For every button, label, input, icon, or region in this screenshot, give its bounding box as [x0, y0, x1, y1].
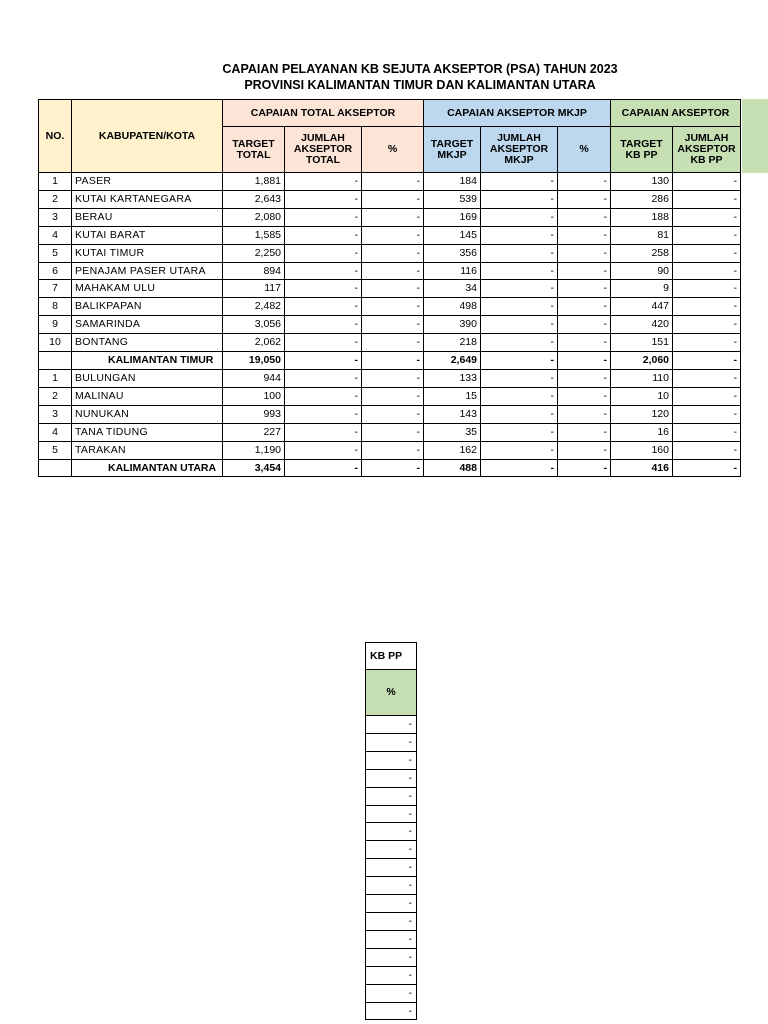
cell-target-total: 19,050: [223, 352, 285, 370]
table-row: [39, 334, 741, 352]
header-group-kbpp: CAPAIAN AKSEPTOR: [611, 100, 741, 127]
cell-pct-kbpp: -: [366, 841, 417, 859]
cell-jumlah-total: -: [285, 352, 362, 370]
cell-pct-total: -: [362, 226, 424, 244]
cell-target-mkjp: 143: [424, 405, 481, 423]
cell-no: 3: [39, 405, 72, 423]
cell-target-mkjp: 390: [424, 316, 481, 334]
cell-pct-kbpp: -: [366, 769, 417, 787]
cell-target-mkjp: 116: [424, 262, 481, 280]
cell-target-total: 1,881: [223, 173, 285, 191]
cell-jumlah-total: -: [285, 173, 362, 191]
cell-target-mkjp: 356: [424, 244, 481, 262]
cell-jumlah-mkjp: -: [481, 262, 558, 280]
cell-pct-mkjp: -: [558, 423, 611, 441]
header-jumlah-mkjp: JUMLAH AKSEPTOR MKJP: [481, 127, 558, 173]
cell-pct-kbpp: -: [366, 930, 417, 948]
cell-jumlah-total: -: [285, 244, 362, 262]
header-pct-total: %: [362, 127, 424, 173]
cell-jumlah-mkjp: -: [481, 441, 558, 459]
cell-target-total: 993: [223, 405, 285, 423]
cell-pct-mkjp: -: [558, 208, 611, 226]
table-row: [366, 823, 417, 841]
cell-pct-mkjp: -: [558, 459, 611, 477]
cell-target-total: 2,250: [223, 244, 285, 262]
cell-target-total: 2,643: [223, 190, 285, 208]
cell-jumlah-total: -: [285, 190, 362, 208]
cell-pct-mkjp: -: [558, 441, 611, 459]
table-row: [39, 173, 741, 191]
cell-pct-kbpp: -: [366, 733, 417, 751]
header-jumlah-kbpp: JUMLAH AKSEPTOR KB PP: [673, 127, 741, 173]
cell-pct-kbpp: -: [366, 948, 417, 966]
table-row: [39, 244, 741, 262]
cell-pct-total: -: [362, 280, 424, 298]
subtotal-row: [39, 459, 741, 477]
table-row: [366, 751, 417, 769]
cell-jumlah-total: -: [285, 280, 362, 298]
table-row: [366, 966, 417, 984]
cell-pct-mkjp: -: [558, 369, 611, 387]
header-jumlah-total: JUMLAH AKSEPTOR TOTAL: [285, 127, 362, 173]
subtotal-row: [39, 352, 741, 370]
cell-target-kbpp: 16: [611, 423, 673, 441]
cell-jumlah-kbpp: -: [673, 369, 741, 387]
cell-name: MAHAKAM ULU: [72, 280, 223, 298]
cell-target-mkjp: 15: [424, 387, 481, 405]
cell-jumlah-total: -: [285, 369, 362, 387]
cell-pct-mkjp: -: [558, 387, 611, 405]
cell-pct-total: -: [362, 459, 424, 477]
table-row: [366, 1002, 417, 1020]
table-row: [39, 280, 741, 298]
table-row: [366, 948, 417, 966]
cell-jumlah-mkjp: -: [481, 352, 558, 370]
cell-target-total: 117: [223, 280, 285, 298]
cell-target-kbpp: 258: [611, 244, 673, 262]
cell-jumlah-kbpp: -: [673, 173, 741, 191]
table-row: [39, 441, 741, 459]
cell-pct-mkjp: -: [558, 298, 611, 316]
cell-no: 1: [39, 369, 72, 387]
cell-jumlah-mkjp: -: [481, 405, 558, 423]
table-row: [366, 733, 417, 751]
cell-name: BALIKPAPAN: [72, 298, 223, 316]
cell-pct-kbpp: -: [366, 895, 417, 913]
cell-target-mkjp: 162: [424, 441, 481, 459]
cell-jumlah-kbpp: -: [673, 190, 741, 208]
cell-target-kbpp: 10: [611, 387, 673, 405]
cell-target-total: 1,190: [223, 441, 285, 459]
cell-name: PENAJAM PASER UTARA: [72, 262, 223, 280]
table-row: [366, 716, 417, 734]
header-group-mkjp: CAPAIAN AKSEPTOR MKJP: [424, 100, 611, 127]
header-target-kbpp: TARGET KB PP: [611, 127, 673, 173]
table-row: [39, 298, 741, 316]
cell-target-kbpp: 188: [611, 208, 673, 226]
cell-jumlah-mkjp: -: [481, 244, 558, 262]
cell-pct-kbpp: -: [366, 787, 417, 805]
cell-jumlah-mkjp: -: [481, 208, 558, 226]
cell-no: [39, 459, 72, 477]
cell-target-kbpp: 151: [611, 334, 673, 352]
cell-jumlah-mkjp: -: [481, 173, 558, 191]
cell-no: 2: [39, 387, 72, 405]
cell-jumlah-mkjp: -: [481, 226, 558, 244]
cell-no: 6: [39, 262, 72, 280]
header-no: NO.: [39, 100, 72, 173]
cell-pct-total: -: [362, 352, 424, 370]
cell-target-kbpp: 2,060: [611, 352, 673, 370]
cell-no: 7: [39, 280, 72, 298]
cell-target-mkjp: 539: [424, 190, 481, 208]
cell-jumlah-kbpp: -: [673, 405, 741, 423]
cell-target-mkjp: 133: [424, 369, 481, 387]
cell-pct-mkjp: -: [558, 280, 611, 298]
cell-target-total: 1,585: [223, 226, 285, 244]
cell-pct-total: -: [362, 244, 424, 262]
cell-jumlah-total: -: [285, 405, 362, 423]
cell-jumlah-mkjp: -: [481, 369, 558, 387]
cell-jumlah-kbpp: -: [673, 459, 741, 477]
cell-target-kbpp: 110: [611, 369, 673, 387]
cell-jumlah-kbpp: -: [673, 244, 741, 262]
cell-no: 9: [39, 316, 72, 334]
cell-target-kbpp: 81: [611, 226, 673, 244]
cell-name: NUNUKAN: [72, 405, 223, 423]
cell-no: 3: [39, 208, 72, 226]
table-row: [39, 226, 741, 244]
header-pct-mkjp: %: [558, 127, 611, 173]
cell-jumlah-total: -: [285, 262, 362, 280]
table-row: [366, 787, 417, 805]
cell-pct-total: -: [362, 387, 424, 405]
cell-target-total: 3,454: [223, 459, 285, 477]
cell-pct-mkjp: -: [558, 190, 611, 208]
cell-name: TANA TIDUNG: [72, 423, 223, 441]
cell-jumlah-mkjp: -: [481, 298, 558, 316]
header-group-total: CAPAIAN TOTAL AKSEPTOR: [223, 100, 424, 127]
cell-jumlah-total: -: [285, 441, 362, 459]
table-row: [366, 859, 417, 877]
cell-pct-total: -: [362, 441, 424, 459]
cell-jumlah-kbpp: -: [673, 441, 741, 459]
cell-pct-mkjp: -: [558, 173, 611, 191]
cell-pct-total: -: [362, 262, 424, 280]
side-header: KB PP: [366, 643, 417, 670]
cell-pct-total: -: [362, 190, 424, 208]
cell-jumlah-kbpp: -: [673, 352, 741, 370]
table-row: [39, 208, 741, 226]
cell-target-kbpp: 120: [611, 405, 673, 423]
cell-jumlah-total: -: [285, 298, 362, 316]
cell-pct-kbpp: -: [366, 1002, 417, 1020]
cell-target-kbpp: 447: [611, 298, 673, 316]
cell-pct-total: -: [362, 405, 424, 423]
cell-target-kbpp: 416: [611, 459, 673, 477]
cell-jumlah-kbpp: -: [673, 226, 741, 244]
cell-pct-mkjp: -: [558, 262, 611, 280]
cell-target-total: 3,056: [223, 316, 285, 334]
cell-pct-kbpp: -: [366, 716, 417, 734]
table-row: [39, 387, 741, 405]
cell-target-mkjp: 169: [424, 208, 481, 226]
cell-name: TARAKAN: [72, 441, 223, 459]
cell-no: 5: [39, 244, 72, 262]
cell-target-total: 894: [223, 262, 285, 280]
cell-pct-kbpp: -: [366, 751, 417, 769]
cell-pct-mkjp: -: [558, 244, 611, 262]
cell-jumlah-kbpp: -: [673, 387, 741, 405]
table-row: [39, 405, 741, 423]
cell-jumlah-total: -: [285, 334, 362, 352]
cell-name: KUTAI TIMUR: [72, 244, 223, 262]
cell-jumlah-mkjp: -: [481, 280, 558, 298]
table-row: [39, 190, 741, 208]
table-row: [366, 912, 417, 930]
kbpp-percent-table: [365, 642, 417, 1020]
cell-no: 4: [39, 423, 72, 441]
cell-pct-total: -: [362, 423, 424, 441]
cell-pct-total: -: [362, 316, 424, 334]
cell-jumlah-kbpp: -: [673, 262, 741, 280]
cell-pct-mkjp: -: [558, 226, 611, 244]
cell-no: 10: [39, 334, 72, 352]
cell-target-kbpp: 90: [611, 262, 673, 280]
cell-target-total: 2,080: [223, 208, 285, 226]
cell-pct-total: -: [362, 173, 424, 191]
table-row: [366, 895, 417, 913]
cell-jumlah-kbpp: -: [673, 280, 741, 298]
cell-pct-kbpp: -: [366, 966, 417, 984]
header-kabupaten: KABUPATEN/KOTA: [72, 100, 223, 173]
cell-pct-kbpp: -: [366, 877, 417, 895]
table-row: [39, 423, 741, 441]
cell-no: 1: [39, 173, 72, 191]
cell-pct-kbpp: -: [366, 984, 417, 1002]
cell-jumlah-mkjp: -: [481, 387, 558, 405]
cell-no: [39, 352, 72, 370]
cell-jumlah-total: -: [285, 226, 362, 244]
cell-pct-total: -: [362, 369, 424, 387]
capaian-table: [38, 99, 741, 477]
cell-pct-mkjp: -: [558, 352, 611, 370]
cell-target-mkjp: 184: [424, 173, 481, 191]
table-row: [39, 369, 741, 387]
report-subtitle: PROVINSI KALIMANTAN TIMUR DAN KALIMANTAN UTARA: [244, 78, 596, 92]
cell-target-mkjp: 218: [424, 334, 481, 352]
cell-target-kbpp: 9: [611, 280, 673, 298]
table-row: [366, 769, 417, 787]
cell-jumlah-mkjp: -: [481, 190, 558, 208]
cell-no: 4: [39, 226, 72, 244]
cell-name: KUTAI BARAT: [72, 226, 223, 244]
cell-name: BONTANG: [72, 334, 223, 352]
cell-jumlah-total: -: [285, 316, 362, 334]
cell-pct-kbpp: -: [366, 823, 417, 841]
cell-name: KUTAI KARTANEGARA: [72, 190, 223, 208]
cell-pct-mkjp: -: [558, 334, 611, 352]
cell-name: SAMARINDA: [72, 316, 223, 334]
cell-no: 5: [39, 441, 72, 459]
cell-jumlah-kbpp: -: [673, 298, 741, 316]
cell-jumlah-kbpp: -: [673, 334, 741, 352]
cell-target-kbpp: 130: [611, 173, 673, 191]
cell-target-total: 944: [223, 369, 285, 387]
cell-pct-mkjp: -: [558, 316, 611, 334]
cell-no: 8: [39, 298, 72, 316]
cell-target-total: 2,062: [223, 334, 285, 352]
cell-target-mkjp: 145: [424, 226, 481, 244]
table-row: [366, 841, 417, 859]
cell-name: KALIMANTAN TIMUR: [72, 352, 223, 370]
cell-pct-total: -: [362, 208, 424, 226]
cell-target-kbpp: 160: [611, 441, 673, 459]
cell-target-mkjp: 34: [424, 280, 481, 298]
cell-jumlah-total: -: [285, 208, 362, 226]
header-target-mkjp: TARGET MKJP: [424, 127, 481, 173]
cell-name: KALIMANTAN UTARA: [72, 459, 223, 477]
cell-jumlah-total: -: [285, 459, 362, 477]
header-target-total: TARGET TOTAL: [223, 127, 285, 173]
cell-pct-total: -: [362, 334, 424, 352]
cell-jumlah-mkjp: -: [481, 316, 558, 334]
cell-jumlah-kbpp: -: [673, 423, 741, 441]
cell-target-total: 100: [223, 387, 285, 405]
cell-pct-kbpp: -: [366, 912, 417, 930]
cell-target-kbpp: 286: [611, 190, 673, 208]
table-row: [39, 316, 741, 334]
cell-no: 2: [39, 190, 72, 208]
cell-target-total: 227: [223, 423, 285, 441]
side-subheader: %: [366, 670, 417, 716]
kbpp-header-overflow: [742, 99, 768, 173]
cell-pct-total: -: [362, 298, 424, 316]
cell-pct-mkjp: -: [558, 405, 611, 423]
cell-jumlah-mkjp: -: [481, 423, 558, 441]
cell-jumlah-kbpp: -: [673, 316, 741, 334]
table-row: [366, 877, 417, 895]
cell-pct-kbpp: -: [366, 805, 417, 823]
cell-target-kbpp: 420: [611, 316, 673, 334]
table-row: [366, 984, 417, 1002]
cell-target-mkjp: 35: [424, 423, 481, 441]
cell-name: BULUNGAN: [72, 369, 223, 387]
table-row: [39, 262, 741, 280]
table-row: [366, 805, 417, 823]
cell-target-mkjp: 2,649: [424, 352, 481, 370]
cell-target-mkjp: 488: [424, 459, 481, 477]
cell-jumlah-total: -: [285, 387, 362, 405]
cell-jumlah-total: -: [285, 423, 362, 441]
cell-jumlah-mkjp: -: [481, 459, 558, 477]
report-title: CAPAIAN PELAYANAN KB SEJUTA AKSEPTOR (PSA) TAHUN 2023: [222, 62, 618, 76]
cell-pct-kbpp: -: [366, 859, 417, 877]
cell-name: MALINAU: [72, 387, 223, 405]
cell-target-total: 2,482: [223, 298, 285, 316]
cell-name: PASER: [72, 173, 223, 191]
table-row: [366, 930, 417, 948]
cell-jumlah-mkjp: -: [481, 334, 558, 352]
cell-jumlah-kbpp: -: [673, 208, 741, 226]
cell-target-mkjp: 498: [424, 298, 481, 316]
cell-name: BERAU: [72, 208, 223, 226]
